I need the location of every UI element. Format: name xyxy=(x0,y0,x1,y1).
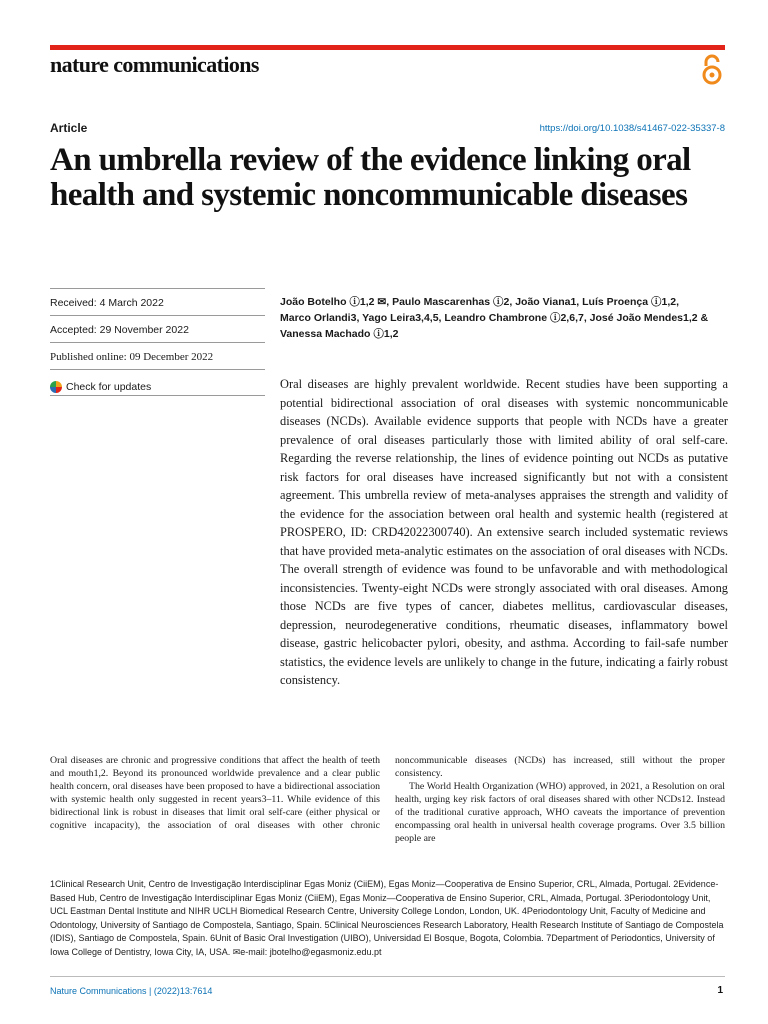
article-title: An umbrella review of the evidence linking oral health and systemic noncommunicable diseases xyxy=(50,142,691,213)
abstract: Oral diseases are highly prevalent worldwide. Recent studies have been supporting a potential bidirectional association of oral diseases with systemic noncommunicable diseases (NCDs). Available evidence supports that people with NCDs have a greater prevalence of oral diseases particularly those with limited ability of oral self-care. Regarding the reverse relationship, the lines of evidence pointing out NCDs as putative risk factors for oral diseases have increased significantly but not with a consistent agreement. This umbrella review of meta-analyses appraises the strength and validity of the evidence for the association between oral health and systemic health (registered at PROSPERO, ID: CRD42022300740). An extensive search included systematic reviews that have provided meta-analytic estimates on the association of oral diseases with NCDs. The overall strength of evidence was found to be unfavorable and with methodological inconsistencies. Twenty-eight NCDs were strongly associated with oral diseases. Among those NCDs are five types of cancer, diabetes mellitus, cardiovascular diseases, depression, neurodegenerative conditions, rheumatic diseases, inflammatory bowel disease, gastric helicobacter pylori, obesity, and asthma. According to fail-safe number statistics, the evidence levels are unlikely to change in the future, indicating a fairly robust consistency. xyxy=(280,377,728,687)
footer-divider xyxy=(50,976,725,977)
open-access-icon xyxy=(700,54,724,86)
article-dates xyxy=(50,288,265,396)
accepted-date: Accepted: 29 November 2022 xyxy=(50,315,265,342)
author-list xyxy=(280,294,730,342)
body-paragraph: Oral diseases are chronic and progressive conditions that affect the health of teeth and mouth1,2. Beyond its pronounced worldwide prevalence and a clear public health concern, oral diseases have been proposed to have a bidirectional association with systemic health only suggested in recent years3–11. While evidence of this bidirectional link is robust in diseases that limit oral self-care (either physical or cognitive incapacity), the association of oral diseases with other chronic noncommunicable diseases (NCDs) has increased, still without the proper consistency. xyxy=(50,755,725,831)
check-for-updates-button[interactable] xyxy=(50,369,265,396)
footer-citation[interactable]: Nature Communications | (2022)13:7614 xyxy=(50,986,213,996)
doi-link[interactable]: https://doi.org/10.1038/s41467-022-35337-8 xyxy=(539,123,725,134)
check-updates-label: Check for updates xyxy=(66,380,152,393)
check-updates-icon xyxy=(50,381,62,393)
affiliations: 1Clinical Research Unit, Centro de Investigação Interdisciplinar Egas Moniz (CiiEM), Egas Moniz—Cooperativa de Ensino Superior, CRL, Almada, Portugal. 2Evidence-Based Hub, Centro de Investigação Interdisciplinar Egas Moniz (CiiEM), Egas Moniz—Cooperativa de Ensino Superior, CRL, Almada, Portugal. 3Periodontology Unit, UCL Eastman Dental Institute and NIHR UCLH Biomedical Research Centre, University College London, London, UK. 4Periodontology Unit, Faculty of Medicine and Odontology, University of Santiago de Compostela, Santiago, Spain. 5Clinical Neurosciences Research Laboratory, Health Research Institute of Santiago de Compostela (IDIS), Santiago de Compostela, Spain. 6Unit of Basic Oral Investigation (UIBO), Universidad El Bosque, Bogota, Colombia. 7Department of Periodontics, University of Iowa College of Dentistry, Iowa City, IA, USA. ✉e-mail: jbotelho@egasmoniz.edu.pt xyxy=(50,879,724,957)
author-line[interactable]: Marco Orlandi3, Yago Leira3,4,5, Leandro Chambrone ⓘ2,6,7, José João Mendes1,2 & xyxy=(280,312,709,324)
body-text xyxy=(50,754,725,845)
article-type-label: Article xyxy=(50,121,88,135)
author-line[interactable]: Vanessa Machado ⓘ1,2 xyxy=(280,328,399,340)
body-paragraph: The World Health Organization (WHO) approved, in 2021, a Resolution on oral health, urging key risk factors of oral diseases shared with other NCDs12. Instead of the traditional curative approach, WHO caveats the importance of prevention encompassing oral health in universal health coverage programs. Over 3.5 billion people are xyxy=(395,781,725,844)
published-date: Published online: 09 December 2022 xyxy=(50,342,265,369)
author-line[interactable]: João Botelho ⓘ1,2 ✉, Paulo Mascarenhas ⓘ2, João Viana1, Luís Proença ⓘ1,2, xyxy=(280,296,679,308)
header-accent-bar xyxy=(50,45,725,50)
page-number: 1 xyxy=(717,985,723,996)
journal-name[interactable]: nature communications xyxy=(50,52,259,77)
received-date: Received: 4 March 2022 xyxy=(50,288,265,315)
